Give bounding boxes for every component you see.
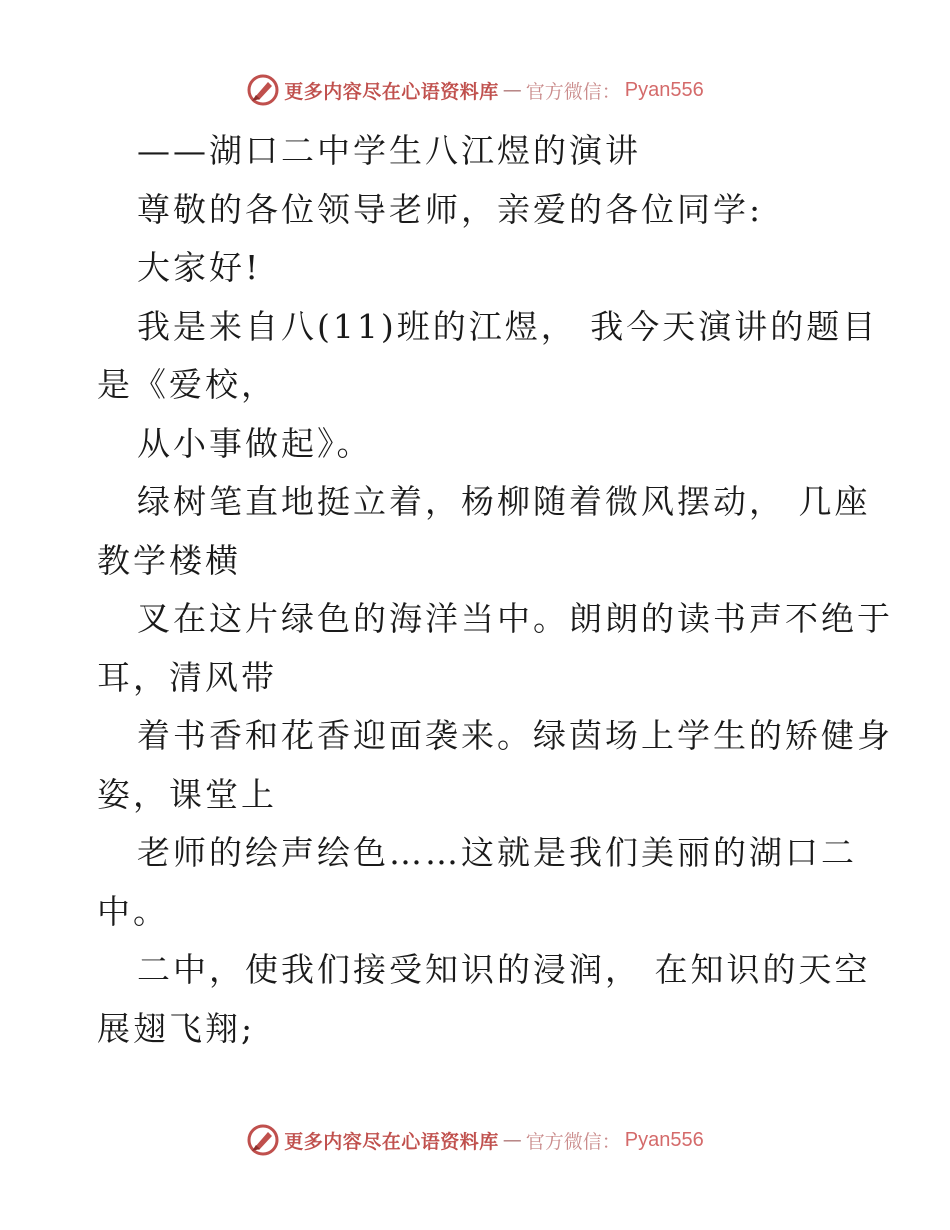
banner-separator: —	[502, 1129, 522, 1151]
document-body	[97, 122, 893, 1058]
text-line: 叉在这片绿色的海洋当中。朗朗的读书声不绝于	[137, 599, 893, 638]
pen-nib-logo-icon	[246, 1123, 280, 1157]
text-line: 二中，使我们接受知识的浸润， 在知识的天空	[137, 950, 871, 989]
text-line: 中。	[97, 891, 169, 931]
text-line: 姿，课堂上	[97, 774, 277, 814]
text-line: 从小事做起》。	[137, 423, 373, 463]
text-line: 尊敬的各位领导老师，亲爱的各位同学:	[137, 189, 764, 229]
text-line: 老师的绘声绘色……这就是我们美丽的湖口二	[137, 833, 857, 872]
text-line: 教学楼横	[97, 540, 241, 580]
text-line: 绿树笔直地挺立着，杨柳随着微风摆动， 几座	[137, 482, 871, 521]
banner-wechat-label: 官方微信：	[525, 80, 621, 103]
text-line: ——湖口二中学生八江煜的演讲	[137, 131, 641, 170]
text-line: 耳，清风带	[97, 657, 277, 697]
banner-separator: —	[502, 79, 522, 101]
text-line: 着书香和花香迎面袭来。绿茵场上学生的矫健身	[137, 716, 893, 755]
banner-wechat-id: Pyan556	[624, 78, 704, 101]
banner-wechat-id: Pyan556	[624, 1128, 704, 1151]
footer-banner-inner	[246, 1123, 704, 1157]
banner-site-name: 更多内容尽在心语资料库	[284, 80, 499, 103]
header-banner	[0, 70, 950, 110]
text-line: 展翅飞翔;	[97, 1008, 256, 1048]
banner-wechat-label: 官方微信：	[525, 1130, 621, 1153]
pen-nib-logo-icon	[246, 73, 280, 107]
text-line: 是《爱校，	[97, 365, 277, 404]
footer-banner	[0, 1120, 950, 1160]
text-line: 大家好!	[137, 248, 262, 287]
text-line: 我是来自八(11)班的江煜， 我今天演讲的题目	[137, 306, 879, 346]
header-banner-inner	[246, 73, 704, 107]
banner-site-name: 更多内容尽在心语资料库	[284, 1130, 499, 1153]
